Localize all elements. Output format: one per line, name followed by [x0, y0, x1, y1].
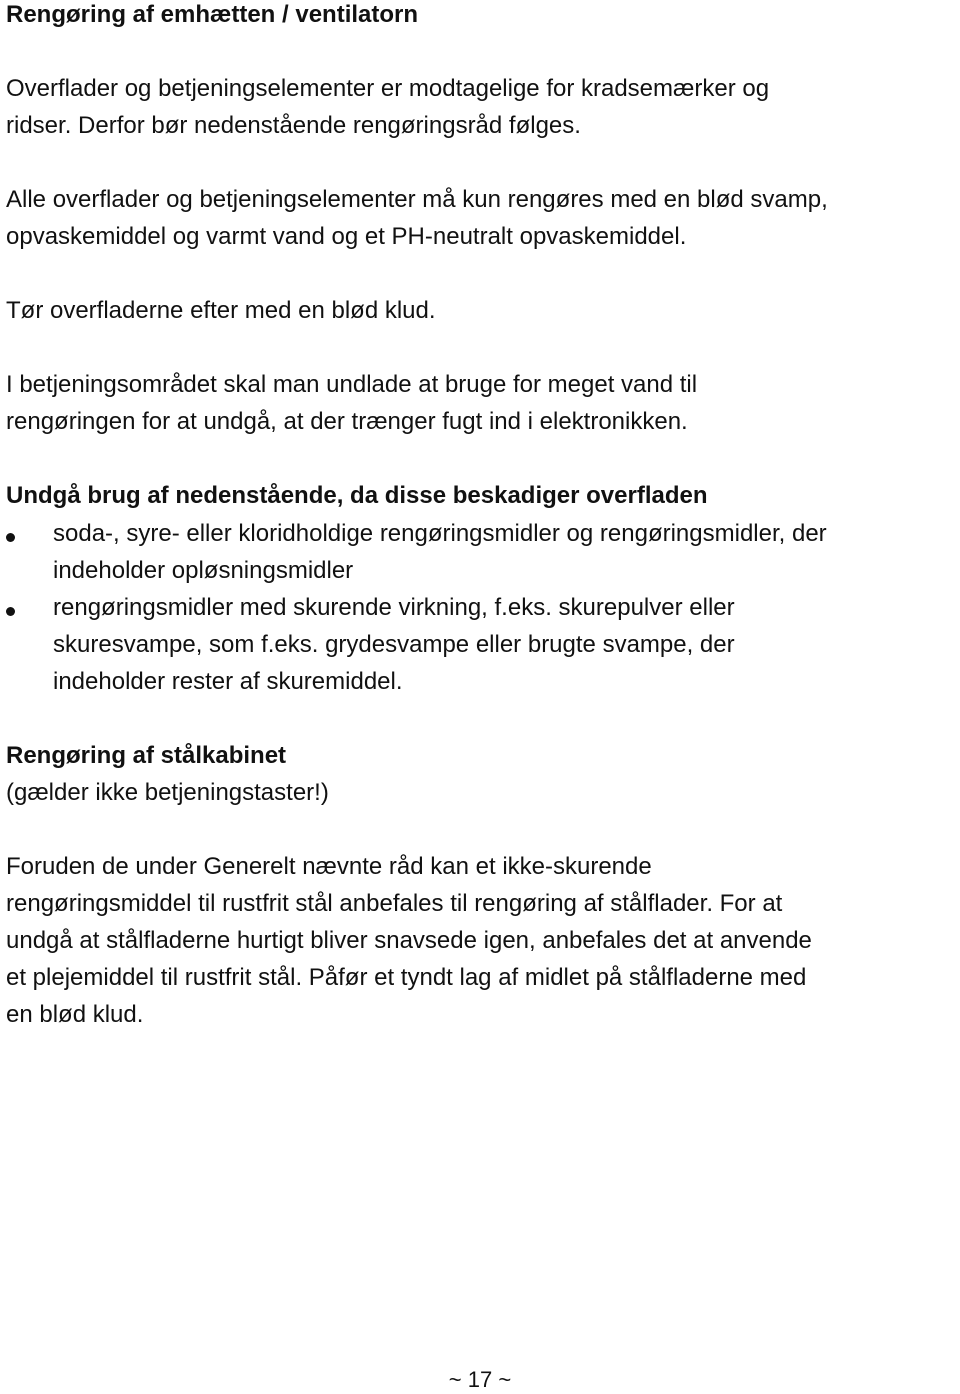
- paragraph-line: ridser. Derfor bør nedenstående rengøringsråd følges.: [6, 112, 581, 139]
- section-subheading: (gælder ikke betjeningstaster!): [6, 779, 329, 806]
- avoid-heading: Undgå brug af nedenstående, da disse beskadiger overfladen: [6, 482, 708, 509]
- paragraph-line: Tør overfladerne efter med en blød klud.: [6, 297, 436, 324]
- paragraph-line: opvaskemiddel og varmt vand og et PH-neutralt opvaskemiddel.: [6, 223, 687, 250]
- paragraph-line: Foruden de under Generelt nævnte råd kan et ikke-skurende: [6, 853, 652, 880]
- bullet-item-line: indeholder opløsningsmidler: [53, 557, 354, 584]
- paragraph-line: I betjeningsområdet skal man undlade at bruge for meget vand til: [6, 371, 698, 398]
- page-number: ~ 17 ~: [448, 1367, 512, 1392]
- bullet-icon: [6, 533, 15, 542]
- section-heading-steel-cabinet: Rengøring af stålkabinet: [6, 742, 287, 769]
- paragraph-line: en blød klud.: [6, 1001, 144, 1028]
- paragraph-line: rengøringsmiddel til rustfrit stål anbefales til rengøring af stålflader. For at: [6, 890, 783, 917]
- bullet-item-line: skuresvampe, som f.eks. grydesvampe eller brugte svampe, der: [53, 631, 735, 658]
- paragraph-line: undgå at stålfladerne hurtigt bliver snavsede igen, anbefales det at anvende: [6, 927, 812, 954]
- bullet-item-line: soda-, syre- eller kloridholdige rengøringsmidler og rengøringsmidler, der: [53, 520, 827, 547]
- bullet-item-line: indeholder rester af skuremiddel.: [53, 668, 403, 695]
- paragraph-line: Alle overflader og betjeningselementer må kun rengøres med en blød svamp,: [6, 186, 828, 213]
- bullet-icon: [6, 607, 15, 616]
- paragraph-line: Overflader og betjeningselementer er modtagelige for kradsemærker og: [6, 75, 770, 102]
- bullet-item-line: rengøringsmidler med skurende virkning, f.eks. skurepulver eller: [53, 594, 735, 621]
- paragraph-line: rengøringen for at undgå, at der trænger fugt ind i elektronikken.: [6, 408, 688, 435]
- paragraph-line: et plejemiddel til rustfrit stål. Påfør et tyndt lag af midlet på stålfladerne med: [6, 964, 807, 991]
- section-heading-cleaning-hood: Rengøring af emhætten / ventilatorn: [6, 1, 419, 28]
